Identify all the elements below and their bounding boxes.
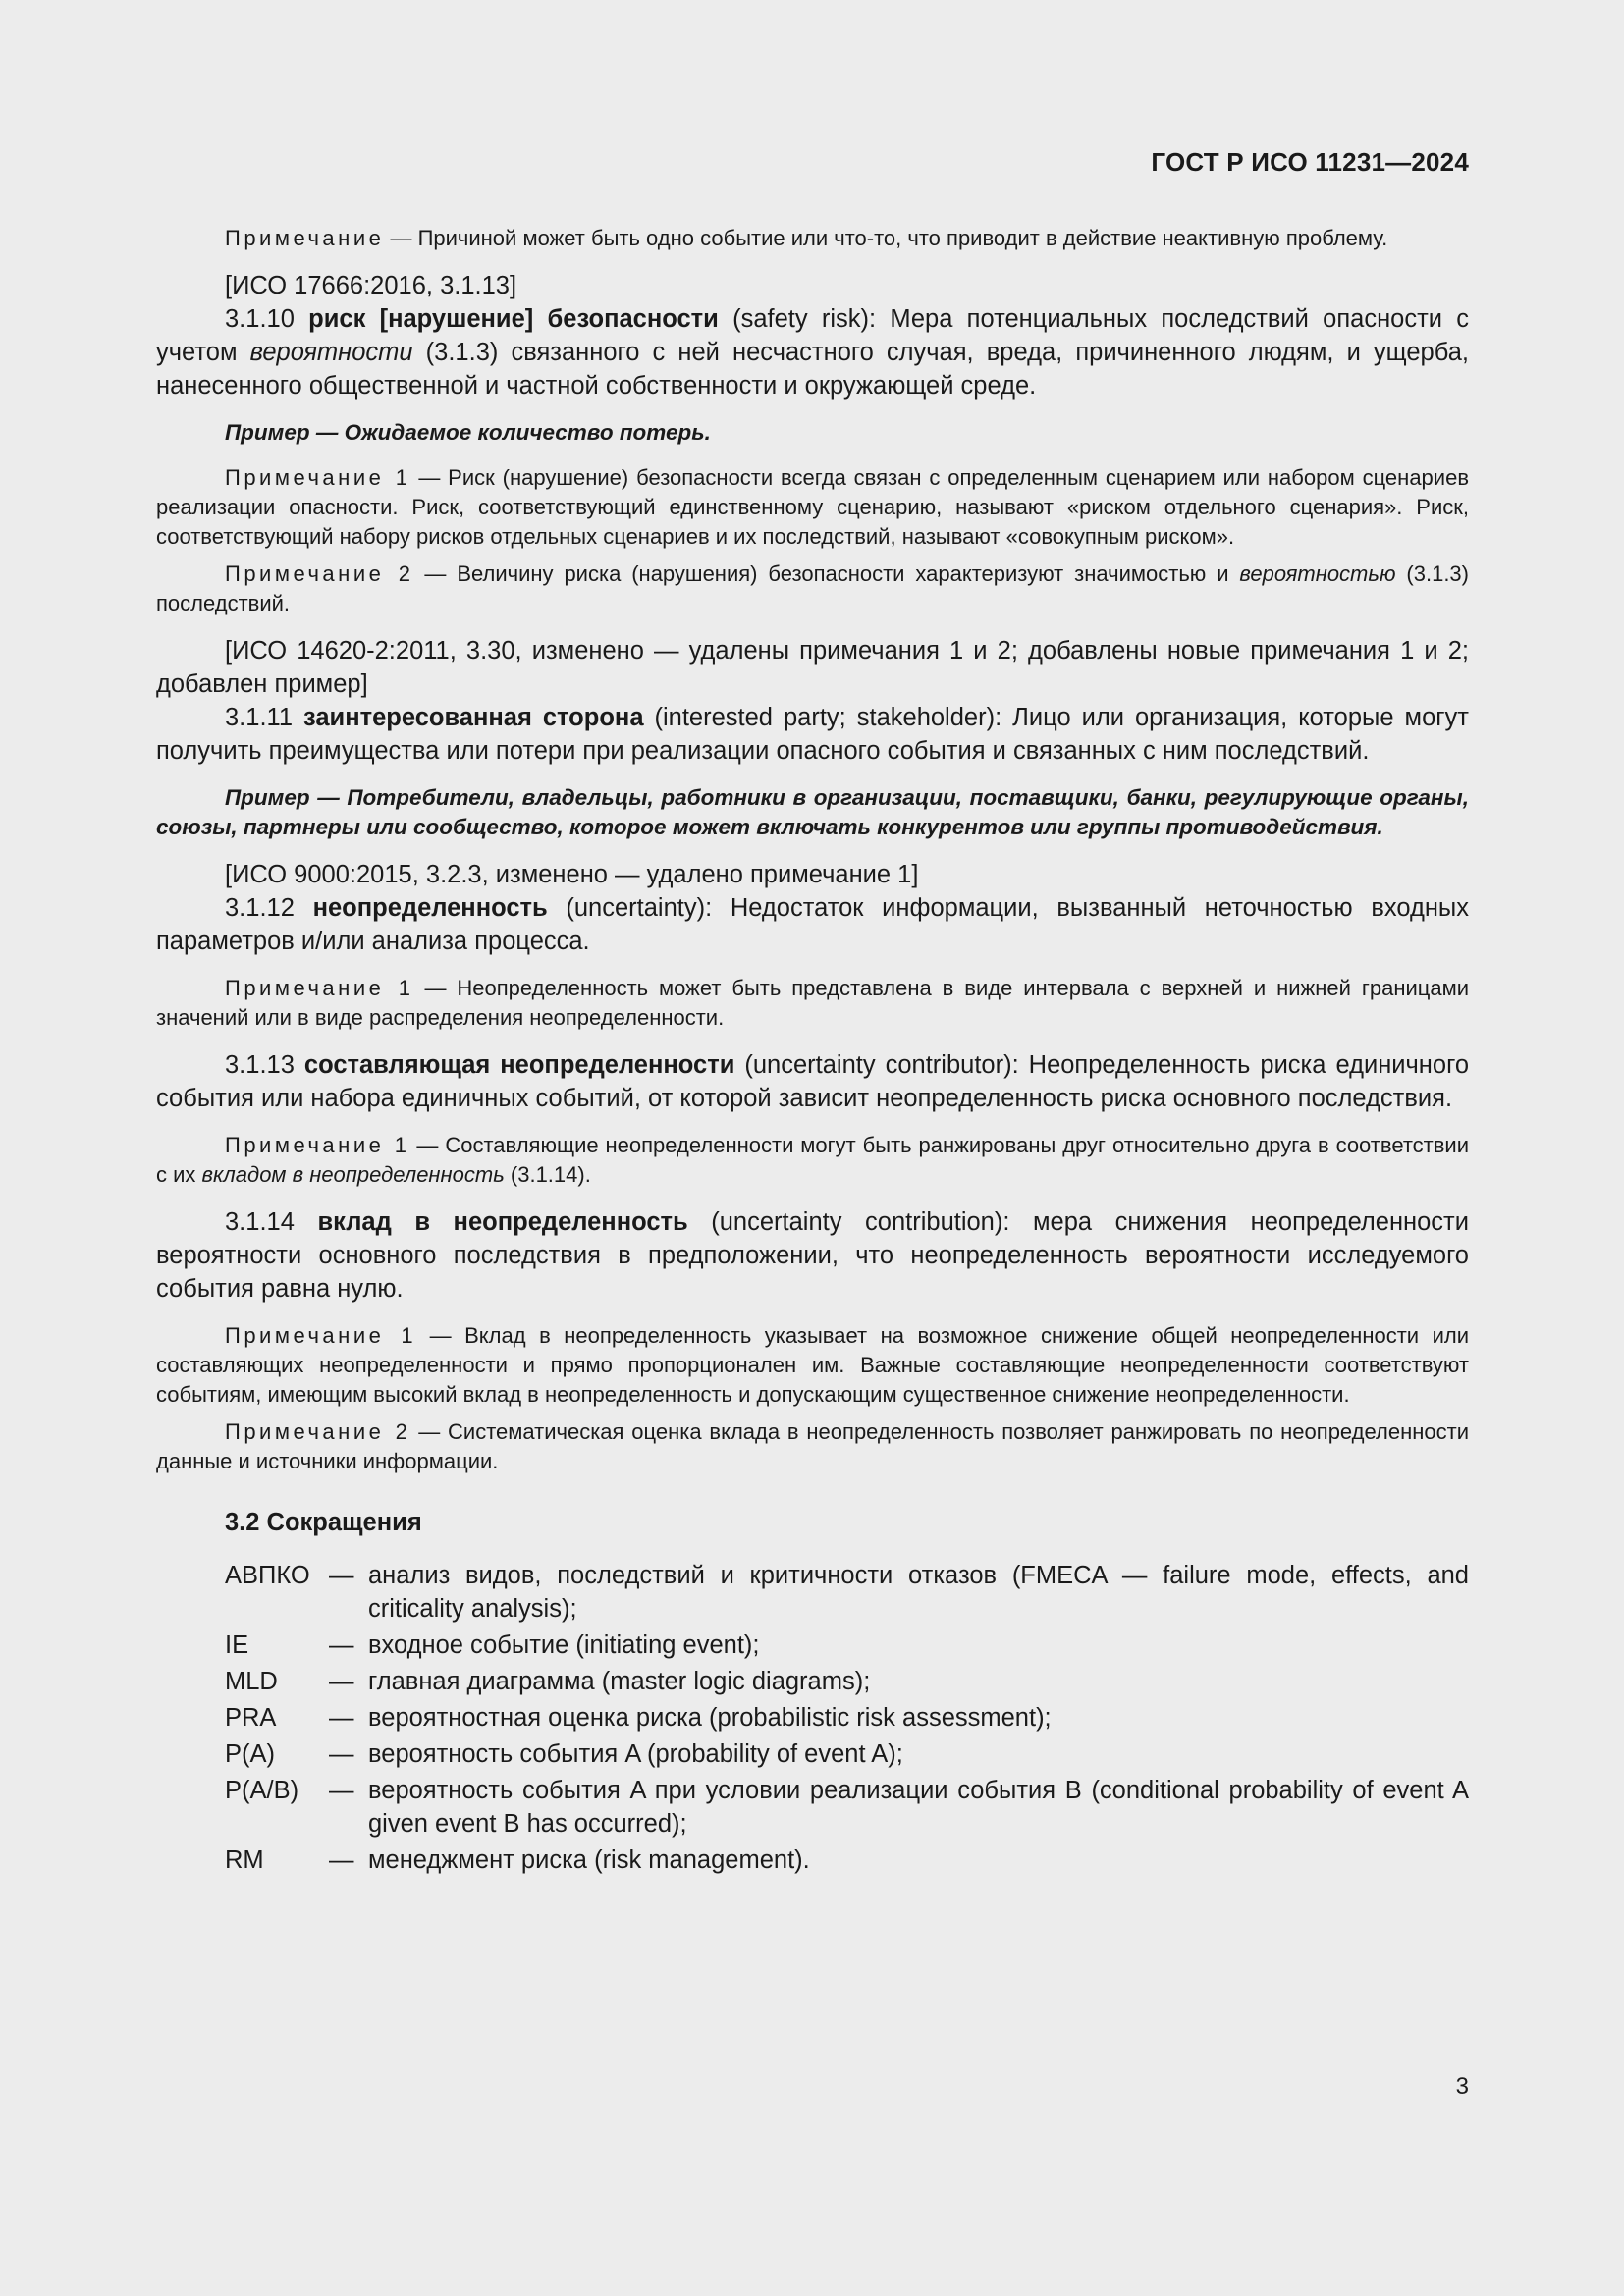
note-text: — Риск (нарушение) безопасности всегда связан с определенным сценарием или набором сценариев реализации опасности. Риск, соответствующий единственному сценарию, называют «риском отдельного сценария». Риск, соответствующий набору рисков отдельных сценариев и их последствий, называют «совокупным риском». [156,465,1470,549]
page-number: 3 [1455,2073,1469,2100]
definition-number: 3.1.10 [225,305,309,333]
definition-number: 3.1.11 [225,704,304,731]
note [156,224,1469,253]
abbreviation-key: IE [225,1631,249,1659]
definition-3-1-11 [156,701,1469,768]
definition-3-1-14 [156,1205,1469,1306]
note-label: Примечание 2 [225,561,414,586]
abbreviation-dash: — [329,1846,354,1874]
definition-text: (safety risk): Мера потенциальных последствий опасности с учетом [156,305,1470,366]
abbreviation-row [156,1629,1469,1662]
abbreviation-row [156,1737,1469,1771]
definition-3-1-10 [156,302,1469,402]
definition-term: вклад в неопределенность [317,1208,688,1236]
abbreviation-definition: главная диаграмма (master logic diagrams); [368,1668,871,1695]
abbreviation-definition: входное событие (initiating event); [368,1631,760,1659]
page-content [156,224,1469,1877]
abbreviation-row [156,1774,1469,1841]
abbreviation-definition: анализ видов, последствий и критичности отказов (FMECA — failure mode, effects, and criticality analysis); [368,1562,1469,1623]
abbreviation-key: P(A) [225,1740,275,1768]
note-text: (3.1.14). [504,1162,591,1187]
abbreviation-key: АВПКО [225,1562,310,1589]
abbreviation-dash: — [329,1777,354,1804]
note [156,1417,1469,1476]
abbreviation-row [156,1843,1469,1877]
abbreviation-dash: — [329,1704,354,1732]
abbreviation-dash: — [329,1740,354,1768]
note [156,974,1469,1033]
abbreviation-key: PRA [225,1704,277,1732]
definition-text: (uncertainty): Недостаток информации, вызванный неточностью входных параметров и/или анализа процесса. [156,894,1469,955]
note-text: — Величину риска (нарушения) безопасности характеризуют значимостью и [413,561,1240,586]
note-label: Примечание 1 [225,1133,410,1157]
note-text: — Неопределенность может быть представлена в виде интервала с верхней и нижней границами значений или в виде распределения неопределенности. [156,976,1470,1030]
abbreviation-definition: вероятностная оценка риска (probabilistic risk assessment); [368,1704,1052,1732]
note [156,1321,1469,1410]
definition-number: 3.1.12 [225,894,313,922]
reference: [ИСО 9000:2015, 3.2.3, изменено — удалено примечание 1] [225,861,919,888]
abbreviation-definition: вероятность события A при условии реализации события B (conditional probability of event A given event B has occurred); [368,1777,1469,1838]
definition-text: (uncertainty contribution): мера снижения неопределенности вероятности основного последствия в предположении, что неопределенность вероятности исследуемого события равна нулю. [156,1208,1469,1303]
note-text: (3.1.3) последствий. [156,561,1469,615]
note-crossref: вкладом в неопределенность [201,1162,505,1187]
note-text: — Причиной может быть одно событие или что-то, что приводит в действие неактивную проблему. [384,226,1388,250]
definition-number: 3.1.13 [225,1051,304,1079]
reference: [ИСО 17666:2016, 3.1.13] [225,272,517,299]
note [156,463,1469,552]
abbreviation-list [156,1559,1469,1877]
abbreviation-row [156,1559,1469,1626]
definition-term: составляющая неопределенности [303,1051,735,1079]
abbreviation-dash: — [329,1668,354,1695]
definition-text: (uncertainty contributor): Неопределенность риска единичного события или набора единичных событий, от которой зависит неопределенность риска основного последствия. [156,1051,1469,1112]
note-label: Примечание 2 [225,1419,411,1444]
example: Пример — Потребители, владельцы, работники в организации, поставщики, банки, регулирующие органы, союзы, партнеры или сообщество, которое может включать конкурентов или группы противодействия. [156,785,1469,839]
definition-term: заинтересованная сторона [303,704,644,731]
definition-text: (3.1.3) связанного с ней несчастного случая, вреда, причиненного людям, и ущерба, нанесенного общественной и частной собственности и окружающей среде. [156,339,1470,400]
note [156,560,1469,618]
note-text: — Составляющие неопределенности могут быть ранжированы друг относительно друга в соответствии с их [156,1133,1469,1187]
reference: [ИСО 14620-2:2011, 3.30, изменено — удалены примечания 1 и 2; добавлены новые примечания 1 и 2; добавлен пример] [156,637,1469,698]
note-label: Примечание 1 [225,1323,417,1348]
note [156,1131,1469,1190]
abbreviation-dash: — [329,1631,354,1659]
abbreviation-key: RM [225,1846,264,1874]
definition-crossref: вероятности [249,339,413,366]
note-label: Примечание [225,226,385,250]
definition-text: (interested party; stakeholder): Лицо или организация, которые могут получить преимущества или потери при реализации опасного события и связанных с ним последствий. [156,704,1469,765]
abbreviation-key: MLD [225,1668,278,1695]
definition-number: 3.1.14 [225,1208,318,1236]
abbreviation-definition: вероятность события A (probability of event A); [368,1740,903,1768]
definition-term: неопределенность [312,894,548,922]
note-text: — Систематическая оценка вклада в неопределенность позволяет ранжировать по неопределенности данные и источники информации. [156,1419,1469,1473]
note-label: Примечание 1 [225,465,411,490]
note-label: Примечание 1 [225,976,414,1000]
abbreviation-key: P(A/B) [225,1777,299,1804]
note-text: — Вклад в неопределенность указывает на возможное снижение общей неопределенности или составляющих неопределенности и прямо пропорционален им. Важные составляющие неопределенности соответствуют событиям, имеющим высокий вклад в неопределенность и допускающим существенное снижение неопределенности. [156,1323,1470,1407]
note-crossref: вероятностью [1239,561,1396,586]
example: Пример — Ожидаемое количество потерь. [225,420,711,445]
abbreviation-row [156,1701,1469,1735]
abbreviation-row [156,1665,1469,1698]
definition-term: риск [нарушение] безопасности [308,305,719,333]
definition-3-1-13 [156,1048,1469,1115]
definition-3-1-12 [156,891,1469,958]
section-heading: 3.2 Сокращения [225,1509,422,1536]
document-code-header: ГОСТ Р ИСО 11231—2024 [1151,147,1469,177]
abbreviation-definition: менеджмент риска (risk management). [368,1846,810,1874]
abbreviation-dash: — [329,1562,354,1589]
